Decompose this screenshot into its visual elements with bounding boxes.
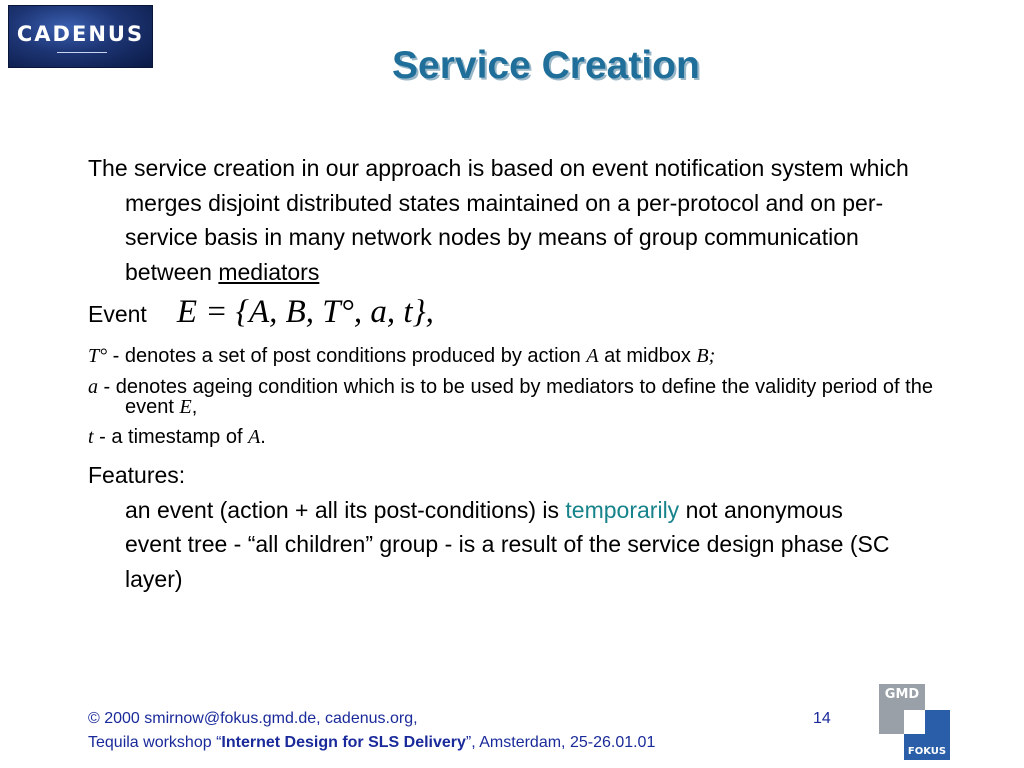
slide-title: Service Creation	[392, 44, 700, 87]
event-line	[88, 292, 948, 334]
def-text: a timestamp of	[111, 426, 249, 448]
definition-a	[88, 377, 948, 417]
features-item-1	[88, 493, 938, 528]
def-text-2: at midbox	[598, 345, 697, 367]
fokus-text: FOKUS	[907, 746, 947, 757]
footer-workshop-post: ”, Amsterdam, 25-26.01.01	[465, 734, 656, 751]
mediators-link[interactable]: mediators	[218, 258, 320, 285]
def-symbol: a	[88, 376, 98, 398]
def-symbol-e: E	[179, 396, 192, 418]
def-dash: -	[93, 426, 112, 448]
def-text: denotes a set of post conditions produced by action	[124, 345, 587, 367]
def-symbol: t	[88, 426, 94, 448]
def-text-2: ,	[191, 396, 198, 418]
feature-1-text-end: not anonymous	[679, 496, 843, 523]
cadenus-logo	[8, 5, 153, 68]
temporarily-highlight: temporarily	[565, 496, 680, 523]
footer-workshop-pre: Tequila workshop “	[88, 734, 222, 751]
def-dash: -	[107, 345, 125, 367]
intro-text: The service creation in our approach is based on event notification system which merges disjoint distributed states maintained on a per-protocol and on per-service basis in many network nodes by means of group communication between	[88, 155, 909, 285]
features-item-2: event tree - “all children” group - is a result of the service design phase (SC layer)	[125, 531, 890, 592]
features-heading: Features:	[88, 462, 186, 488]
def-symbol-a: A	[586, 345, 599, 367]
def-symbol-b: B;	[696, 345, 716, 367]
event-formula: E = {A, B, T°, a, t},	[176, 294, 434, 330]
cadenus-logo-text: CADENUS	[16, 22, 145, 46]
feature-1-text: an event (action + all its post-conditions) is	[125, 496, 566, 523]
event-label: Event	[88, 301, 147, 327]
def-text-2: .	[260, 426, 266, 448]
def-dash: -	[98, 376, 116, 398]
def-text: denotes ageing condition which is to be used by mediators to define the validity period of the event	[115, 376, 933, 418]
cadenus-logo-underline	[57, 52, 107, 53]
footer-workshop-title: Internet Design for SLS Delivery	[221, 734, 466, 751]
def-symbol-a: A	[248, 426, 261, 448]
footer-workshop	[88, 731, 828, 755]
page-number: 14	[813, 710, 831, 727]
gmd-fokus-logo	[876, 682, 952, 762]
intro-paragraph	[88, 151, 948, 289]
definition-t-degree	[88, 345, 948, 367]
definition-t	[88, 426, 948, 448]
gmd-text: GMD	[884, 687, 920, 702]
features-section	[88, 458, 938, 596]
footer-copyright: © 2000 smirnow@fokus.gmd.de, cadenus.org,	[88, 710, 418, 727]
footer	[88, 707, 831, 755]
def-symbol: T°	[88, 345, 108, 367]
